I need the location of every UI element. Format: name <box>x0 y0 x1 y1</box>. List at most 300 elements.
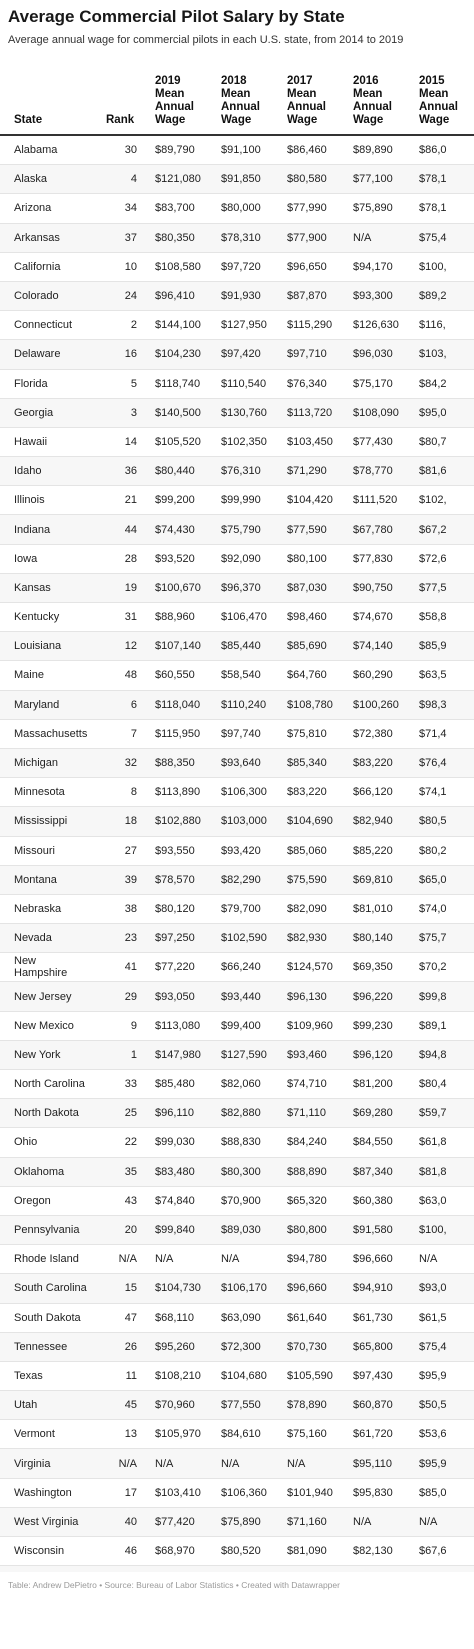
wage-cell: $60,380 <box>353 1194 393 1207</box>
wage-cell: $115,290 <box>287 319 333 332</box>
wage-cell: $78,1 <box>419 173 447 186</box>
state-cell: Minnesota <box>14 786 65 799</box>
wage-cell: $78,570 <box>155 873 195 886</box>
wage-cell: $97,430 <box>353 1369 393 1382</box>
rank-cell: 33 <box>124 1078 137 1091</box>
wage-cell: $110,540 <box>221 377 267 390</box>
rank-cell: 6 <box>130 698 137 711</box>
wage-cell: $102,350 <box>221 435 267 448</box>
wage-cell: $80,140 <box>353 932 393 945</box>
wage-cell: $93,640 <box>221 757 261 770</box>
state-cell: Illinois <box>14 494 45 507</box>
rank-cell: 22 <box>124 1136 137 1149</box>
salary-table <box>0 62 474 1572</box>
wage-cell: $60,550 <box>155 669 195 682</box>
wage-cell: N/A <box>287 1457 306 1470</box>
wage-cell: $69,280 <box>353 1107 393 1120</box>
state-cell: Vermont <box>14 1428 55 1441</box>
wage-cell: $85,060 <box>287 844 327 857</box>
wage-cell: $101,940 <box>287 1486 333 1499</box>
table-row <box>0 574 474 603</box>
wage-cell: $67,2 <box>419 523 447 536</box>
wage-cell: $127,590 <box>221 1048 267 1061</box>
wage-cell: $77,220 <box>155 961 195 974</box>
wage-cell: $93,440 <box>221 990 261 1003</box>
table-row <box>0 866 474 895</box>
table-row <box>0 603 474 632</box>
wage-cell: $81,090 <box>287 1545 327 1558</box>
wage-cell: $58,8 <box>419 611 447 624</box>
header-wage-2019[interactable] <box>155 75 194 127</box>
state-cell: Kansas <box>14 581 51 594</box>
wage-cell: N/A <box>419 1515 438 1528</box>
wage-cell: $68,110 <box>155 1311 194 1324</box>
rank-cell: 8 <box>130 786 137 799</box>
wage-cell: $63,090 <box>221 1311 261 1324</box>
table-row <box>0 837 474 866</box>
table-row <box>0 982 474 1011</box>
rank-cell: N/A <box>118 1253 137 1266</box>
wage-cell: $77,900 <box>287 231 327 244</box>
wage-cell: $75,160 <box>287 1428 327 1441</box>
wage-cell: $109,960 <box>287 1019 333 1032</box>
state-cell: Colorado <box>14 290 59 303</box>
wage-cell: $105,590 <box>287 1369 333 1382</box>
wage-cell: $65,320 <box>287 1194 327 1207</box>
state-cell: Rhode Island <box>14 1253 79 1266</box>
rank-cell: 46 <box>124 1545 137 1558</box>
wage-cell: $106,470 <box>221 611 267 624</box>
state-cell: Texas <box>14 1369 43 1382</box>
wage-cell: $85,9 <box>419 640 447 653</box>
table-header <box>0 62 474 136</box>
wage-cell: $80,4 <box>419 1078 447 1091</box>
table-row <box>0 194 474 223</box>
wage-cell: $80,440 <box>155 465 195 478</box>
header-line: Annual <box>221 101 260 113</box>
wage-cell: $147,980 <box>155 1048 201 1061</box>
wage-cell: $108,090 <box>353 406 399 419</box>
wage-cell: $66,240 <box>221 961 261 974</box>
state-cell: Iowa <box>14 552 38 565</box>
wage-cell: $91,930 <box>221 290 261 303</box>
header-state[interactable]: State <box>14 114 43 126</box>
rank-cell: 14 <box>124 435 137 448</box>
wage-cell: $66,120 <box>353 786 393 799</box>
header-line: Annual <box>287 101 326 113</box>
wage-cell: $58,540 <box>221 669 261 682</box>
wage-cell: $78,770 <box>353 465 393 478</box>
wage-cell: $118,740 <box>155 377 201 390</box>
wage-cell: $88,830 <box>221 1136 261 1149</box>
wage-cell: $87,340 <box>353 1165 393 1178</box>
wage-cell: $93,550 <box>155 844 195 857</box>
wage-cell: $84,610 <box>221 1428 261 1441</box>
state-cell: New Mexico <box>14 1019 74 1032</box>
table-row <box>0 1245 474 1274</box>
wage-cell: $50,5 <box>419 1399 447 1412</box>
wage-cell: $60,290 <box>353 669 393 682</box>
table-row <box>0 370 474 399</box>
wage-cell: $80,100 <box>287 552 327 565</box>
wage-cell: $82,060 <box>221 1078 261 1091</box>
table-row <box>0 924 474 953</box>
table-row <box>0 1187 474 1216</box>
wage-cell: $94,170 <box>353 260 393 273</box>
wage-cell: $83,220 <box>353 757 393 770</box>
wage-cell: $75,4 <box>419 231 447 244</box>
wage-cell: $61,720 <box>353 1428 393 1441</box>
table-row <box>0 457 474 486</box>
header-line: 2015 <box>419 75 445 87</box>
table-subtitle: Average annual wage for commercial pilots in each U.S. state, from 2014 to 2019 <box>8 34 404 46</box>
rank-cell: 20 <box>124 1224 137 1237</box>
wage-cell: $99,200 <box>155 494 195 507</box>
state-cell: Oklahoma <box>14 1165 65 1178</box>
wage-cell: $74,140 <box>353 640 393 653</box>
wage-cell: $98,460 <box>287 611 327 624</box>
rank-cell: 12 <box>124 640 137 653</box>
wage-cell: $99,400 <box>221 1019 261 1032</box>
wage-cell: $71,4 <box>419 727 447 740</box>
wage-cell: $113,890 <box>155 786 201 799</box>
wage-cell: $61,730 <box>353 1311 393 1324</box>
header-line: Wage <box>353 114 384 126</box>
wage-cell: $74,430 <box>155 523 195 536</box>
wage-cell: $124,570 <box>287 961 333 974</box>
wage-cell: $96,410 <box>155 290 195 303</box>
wage-cell: $69,350 <box>353 961 393 974</box>
header-wage-2015[interactable] <box>419 75 458 127</box>
table-title: Average Commercial Pilot Salary by State <box>8 7 345 26</box>
rank-cell: 19 <box>124 581 137 594</box>
wage-cell: $82,290 <box>221 873 261 886</box>
rank-cell: 44 <box>124 523 137 536</box>
wage-cell: $83,700 <box>155 202 195 215</box>
wage-cell: $79,700 <box>221 902 261 915</box>
wage-cell: $80,000 <box>221 202 261 215</box>
state-cell: New Hampshire <box>14 955 68 980</box>
wage-cell: $96,660 <box>353 1253 393 1266</box>
wage-cell: $96,370 <box>221 581 261 594</box>
rank-cell: 38 <box>124 902 137 915</box>
header-line: 2016 <box>353 75 379 87</box>
header-line: Wage <box>155 114 186 126</box>
rank-cell: 29 <box>124 990 137 1003</box>
rank-cell: 32 <box>124 757 137 770</box>
wage-cell: $121,080 <box>155 173 201 186</box>
table-row <box>0 1537 474 1566</box>
wage-cell: $87,870 <box>287 290 327 303</box>
state-cell: Georgia <box>14 406 54 419</box>
state-cell: Washington <box>14 1486 72 1499</box>
rank-cell: 7 <box>130 727 137 740</box>
wage-cell: $76,4 <box>419 757 447 770</box>
wage-cell: $80,2 <box>419 844 447 857</box>
wage-cell: $89,1 <box>419 1019 447 1032</box>
wage-cell: $89,2 <box>419 290 447 303</box>
table-row <box>0 749 474 778</box>
wage-cell: $68,970 <box>155 1545 195 1558</box>
wage-cell: $77,420 <box>155 1515 195 1528</box>
wage-cell: $75,790 <box>221 523 261 536</box>
rank-cell: 4 <box>130 173 137 186</box>
wage-cell: $77,550 <box>221 1399 261 1412</box>
wage-cell: $95,9 <box>419 1369 447 1382</box>
wage-cell: $53,6 <box>419 1428 447 1441</box>
header-line: Wage <box>221 114 252 126</box>
rank-cell: 48 <box>124 669 137 682</box>
header-line: Mean <box>419 88 449 100</box>
wage-cell: $67,780 <box>353 523 393 536</box>
state-cell: Missouri <box>14 844 55 857</box>
wage-cell: $74,670 <box>353 611 393 624</box>
rank-cell: 17 <box>124 1486 137 1499</box>
wage-cell: $75,170 <box>353 377 393 390</box>
table-row <box>0 224 474 253</box>
header-wage-2017[interactable] <box>287 75 326 127</box>
wage-cell: $118,040 <box>155 698 201 711</box>
wage-cell: $81,6 <box>419 465 447 478</box>
table-row <box>0 1508 474 1537</box>
wage-cell: $104,230 <box>155 348 201 361</box>
wage-cell: $90,750 <box>353 581 393 594</box>
state-cell: Nebraska <box>14 902 62 915</box>
wage-cell: $82,940 <box>353 815 393 828</box>
state-cell: Kentucky <box>14 611 60 624</box>
wage-cell: $94,8 <box>419 1048 447 1061</box>
state-cell: Alaska <box>14 173 48 186</box>
wage-cell: $116, <box>419 319 446 332</box>
wage-cell: $78,890 <box>287 1399 327 1412</box>
wage-cell: $69,810 <box>353 873 393 886</box>
wage-cell: N/A <box>353 1515 372 1528</box>
table-body <box>0 136 474 1572</box>
state-cell: Michigan <box>14 757 59 770</box>
wage-cell: $75,590 <box>287 873 327 886</box>
state-cell: Tennessee <box>14 1340 68 1353</box>
wage-cell: $96,660 <box>287 1282 327 1295</box>
wage-cell: $93,050 <box>155 990 195 1003</box>
header-line: Mean <box>221 88 251 100</box>
wage-cell: $103,450 <box>287 435 333 448</box>
wage-cell: $75,890 <box>221 1515 261 1528</box>
wage-cell: $93,520 <box>155 552 195 565</box>
wage-cell: $113,080 <box>155 1019 201 1032</box>
table-row <box>0 399 474 428</box>
rank-cell: 24 <box>124 290 137 303</box>
state-cell: Ohio <box>14 1136 38 1149</box>
wage-cell: $61,640 <box>287 1311 327 1324</box>
wage-cell: $77,990 <box>287 202 327 215</box>
state-cell: Oregon <box>14 1194 51 1207</box>
wage-cell: $75,7 <box>419 932 447 945</box>
wage-cell: $96,120 <box>353 1048 393 1061</box>
wage-cell: $106,360 <box>221 1486 267 1499</box>
wage-cell: $97,420 <box>221 348 261 361</box>
wage-cell: $59,7 <box>419 1107 447 1120</box>
table-row <box>0 1391 474 1420</box>
wage-cell: $127,950 <box>221 319 267 332</box>
wage-cell: $72,6 <box>419 552 447 565</box>
wage-cell: $106,300 <box>221 786 267 799</box>
wage-cell: $85,690 <box>287 640 327 653</box>
state-cell: Montana <box>14 873 57 886</box>
rank-cell: 3 <box>130 406 137 419</box>
wage-cell: $96,030 <box>353 348 393 361</box>
wage-cell: $82,130 <box>353 1545 393 1558</box>
table-row <box>0 1333 474 1362</box>
state-cell: Arkansas <box>14 231 60 244</box>
state-cell: North Dakota <box>14 1107 79 1120</box>
wage-cell: $91,580 <box>353 1224 393 1237</box>
rank-cell: 16 <box>124 348 137 361</box>
wage-cell: $75,4 <box>419 1340 447 1353</box>
rank-cell: 43 <box>124 1194 137 1207</box>
table-row <box>0 486 474 515</box>
header-line: 2017 <box>287 75 313 87</box>
table-row <box>0 632 474 661</box>
rank-cell: N/A <box>118 1457 137 1470</box>
wage-cell: $99,230 <box>353 1019 393 1032</box>
wage-cell: $70,730 <box>287 1340 327 1353</box>
wage-cell: $84,240 <box>287 1136 327 1149</box>
wage-cell: $86,460 <box>287 144 327 157</box>
wage-cell: $80,7 <box>419 435 447 448</box>
rank-cell: 34 <box>124 202 137 215</box>
wage-cell: $83,480 <box>155 1165 195 1178</box>
wage-cell: $95,9 <box>419 1457 447 1470</box>
wage-cell: $81,8 <box>419 1165 447 1178</box>
wage-cell: $108,210 <box>155 1369 201 1382</box>
rank-cell: 11 <box>125 1369 137 1382</box>
wage-cell: $140,500 <box>155 406 201 419</box>
rank-cell: 37 <box>124 231 137 244</box>
rank-cell: 28 <box>124 552 137 565</box>
state-cell: Massachusetts <box>14 727 88 740</box>
wage-cell: $77,100 <box>353 173 393 186</box>
header-line: Mean <box>353 88 383 100</box>
wage-cell: $74,710 <box>287 1078 327 1091</box>
header-wage-2018[interactable] <box>221 75 260 127</box>
wage-cell: $91,100 <box>221 144 261 157</box>
wage-cell: N/A <box>419 1253 438 1266</box>
state-cell: California <box>14 260 61 273</box>
rank-cell: 35 <box>124 1165 137 1178</box>
header-line: 2019 <box>155 75 181 87</box>
state-cell: Wisconsin <box>14 1545 65 1558</box>
wage-cell: $75,810 <box>287 727 327 740</box>
state-cell: Louisiana <box>14 640 62 653</box>
wage-cell: $115,950 <box>155 727 201 740</box>
table-row <box>0 340 474 369</box>
rank-cell: 26 <box>124 1340 137 1353</box>
wage-cell: $99,840 <box>155 1224 195 1237</box>
wage-cell: $111,520 <box>353 494 398 507</box>
wage-cell: $77,830 <box>353 552 393 565</box>
wage-cell: $75,890 <box>353 202 393 215</box>
table-row <box>0 311 474 340</box>
wage-cell: $97,740 <box>221 727 261 740</box>
header-rank[interactable]: Rank <box>106 114 135 126</box>
state-cell: North Carolina <box>14 1078 85 1091</box>
table-row <box>0 953 474 982</box>
table-row <box>0 691 474 720</box>
table-row <box>0 1566 474 1572</box>
rank-cell: 15 <box>124 1282 137 1295</box>
rank-cell: 1 <box>130 1048 137 1061</box>
table-row <box>0 253 474 282</box>
header-line: Wage <box>287 114 318 126</box>
table-row <box>0 1479 474 1508</box>
wage-cell: $74,0 <box>419 902 447 915</box>
wage-cell: $95,110 <box>353 1457 392 1470</box>
wage-cell: $99,030 <box>155 1136 195 1149</box>
wage-cell: $95,830 <box>353 1486 393 1499</box>
wage-cell <box>419 1566 447 1572</box>
table-row <box>0 545 474 574</box>
wage-cell: $85,480 <box>155 1078 195 1091</box>
wage-cell: $113,720 <box>287 406 333 419</box>
wage-cell: $89,030 <box>221 1224 261 1237</box>
wage-cell: $93,460 <box>287 1048 327 1061</box>
header-wage-2016[interactable] <box>353 75 392 127</box>
wage-cell: $88,350 <box>155 757 195 770</box>
wage-cell: $102,590 <box>221 932 267 945</box>
wage-cell <box>155 1566 195 1572</box>
wage-cell: $82,880 <box>221 1107 261 1120</box>
wage-cell: $76,310 <box>221 465 261 478</box>
wage-cell: $95,0 <box>419 406 447 419</box>
wage-cell: $70,900 <box>221 1194 261 1207</box>
rank-cell: 41 <box>124 961 137 974</box>
wage-cell: $78,310 <box>221 231 261 244</box>
rank-cell: 25 <box>124 1107 137 1120</box>
wage-cell: $93,0 <box>419 1282 447 1295</box>
wage-cell: $93,300 <box>353 290 393 303</box>
table-row <box>0 1158 474 1187</box>
wage-cell: $97,250 <box>155 932 195 945</box>
wage-cell: $104,420 <box>287 494 333 507</box>
wage-cell: $74,840 <box>155 1194 195 1207</box>
wage-cell: $80,520 <box>221 1545 261 1558</box>
wage-cell <box>221 1566 261 1572</box>
wage-cell: N/A <box>221 1457 240 1470</box>
wage-cell: $67,6 <box>419 1545 447 1558</box>
state-cell: Nevada <box>14 932 52 945</box>
header-line: Annual <box>155 101 194 113</box>
wage-cell: $102, <box>419 494 447 507</box>
rank-cell: 9 <box>130 1019 137 1032</box>
wage-cell: $72,300 <box>221 1340 261 1353</box>
table-row <box>0 282 474 311</box>
wage-cell: $85,220 <box>353 844 393 857</box>
wage-cell: $110,240 <box>221 698 267 711</box>
wage-cell: $65,800 <box>353 1340 393 1353</box>
wage-cell: $97,710 <box>287 348 327 361</box>
wage-cell: $100, <box>419 260 447 273</box>
table-row <box>0 778 474 807</box>
wage-cell: $82,930 <box>287 932 327 945</box>
wage-cell: $126,630 <box>353 319 399 332</box>
wage-cell: $78,1 <box>419 202 447 215</box>
rank-cell: 5 <box>130 377 137 390</box>
wage-cell: $61,5 <box>419 1311 447 1324</box>
wage-cell: $103,000 <box>221 815 267 828</box>
table-row <box>0 1449 474 1478</box>
wage-cell: $97,720 <box>221 260 261 273</box>
state-cell: Maine <box>14 669 44 682</box>
